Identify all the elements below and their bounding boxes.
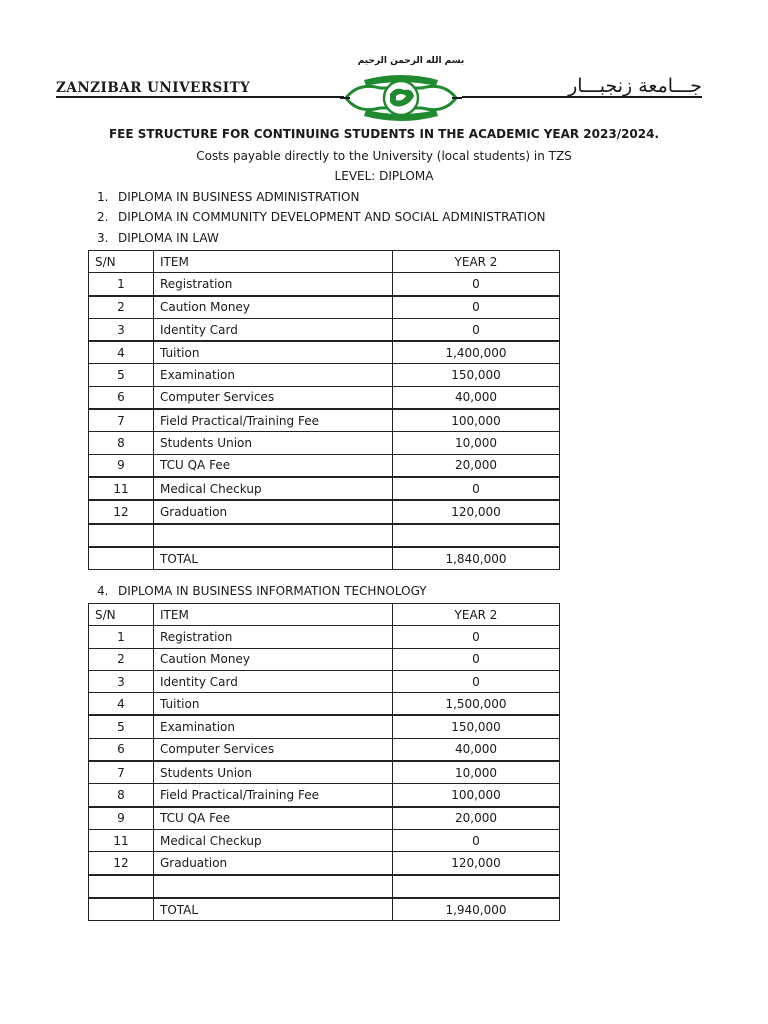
row-item: Computer Services [154,738,393,761]
table-row [89,829,560,851]
row-item: Medical Checkup [154,829,393,851]
table-row [89,432,560,454]
university-name-ar: جـــامعة زنجبـــار [568,75,702,97]
row-item: Identity Card [154,318,393,341]
row-item: Registration [154,626,393,648]
table-row [89,318,560,341]
programme-item [97,231,219,245]
row-value: 150,000 [393,715,560,738]
row-value: 0 [393,477,560,500]
empty-cell [89,875,154,898]
row-sn: 7 [89,761,154,784]
empty-cell [154,524,393,547]
row-sn: 3 [89,318,154,341]
empty-cell [89,524,154,547]
programme-number: 3. [97,231,109,245]
row-item: Examination [154,715,393,738]
row-sn: 1 [89,273,154,296]
row-sn: 6 [89,738,154,761]
header-item: ITEM [154,251,393,273]
total-value: 1,940,000 [393,898,560,921]
row-item: Tuition [154,693,393,716]
row-value: 0 [393,626,560,648]
row-value: 0 [393,648,560,670]
table-header-row [89,604,560,626]
document-subtitle: Costs payable directly to the University (local students) in TZS [196,149,572,163]
row-item: Graduation [154,500,393,523]
programme-number: 4. [97,584,109,598]
row-value: 0 [393,829,560,851]
header-sn: S/N [89,604,154,626]
programme-item [97,584,427,598]
empty-cell [89,547,154,570]
table-row-empty [89,875,560,898]
university-name-en: ZANZIBAR UNIVERSITY [56,80,251,96]
row-item: Students Union [154,432,393,454]
row-value: 120,000 [393,852,560,875]
row-value: 150,000 [393,364,560,386]
fee-table-2 [88,603,560,921]
row-value: 0 [393,318,560,341]
row-value: 100,000 [393,784,560,807]
row-item: TCU QA Fee [154,454,393,477]
table-row-empty [89,524,560,547]
programme-item [97,190,359,204]
header-year: YEAR 2 [393,251,560,273]
table-total-row [89,898,560,921]
row-item: Graduation [154,852,393,875]
row-sn: 2 [89,296,154,319]
row-sn: 4 [89,693,154,716]
table-row [89,386,560,409]
row-item: Caution Money [154,648,393,670]
row-sn: 11 [89,829,154,851]
fee-table-1 [88,250,560,570]
row-value: 20,000 [393,454,560,477]
row-sn: 11 [89,477,154,500]
university-logo-icon [340,72,462,124]
row-item: Computer Services [154,386,393,409]
row-sn: 8 [89,784,154,807]
row-item: Caution Money [154,296,393,319]
row-sn: 5 [89,364,154,386]
programme-name: DIPLOMA IN BUSINESS INFORMATION TECHNOLOGY [118,584,427,598]
row-value: 100,000 [393,409,560,432]
table-row [89,273,560,296]
row-sn: 6 [89,386,154,409]
row-value: 1,400,000 [393,341,560,364]
row-item: Registration [154,273,393,296]
programme-name: DIPLOMA IN LAW [118,231,219,245]
table-row [89,761,560,784]
empty-cell [393,524,560,547]
table-row [89,807,560,830]
row-value: 0 [393,670,560,692]
table-row [89,626,560,648]
row-item: Tuition [154,341,393,364]
row-sn: 5 [89,715,154,738]
total-label: TOTAL [154,547,393,570]
programme-number: 1. [97,190,109,204]
row-sn: 1 [89,626,154,648]
table-row [89,500,560,523]
table-row [89,341,560,364]
programme-item [97,210,546,224]
table-row [89,715,560,738]
table-total-row [89,547,560,570]
row-item: Students Union [154,761,393,784]
row-item: Medical Checkup [154,477,393,500]
empty-cell [154,875,393,898]
row-item: Field Practical/Training Fee [154,784,393,807]
total-value: 1,840,000 [393,547,560,570]
total-label: TOTAL [154,898,393,921]
row-value: 10,000 [393,432,560,454]
header-item: ITEM [154,604,393,626]
empty-cell [393,875,560,898]
programme-name: DIPLOMA IN COMMUNITY DEVELOPMENT AND SOCIAL ADMINISTRATION [118,210,546,224]
row-value: 40,000 [393,738,560,761]
header-sn: S/N [89,251,154,273]
row-sn: 12 [89,852,154,875]
row-sn: 2 [89,648,154,670]
table-row [89,648,560,670]
row-sn: 9 [89,454,154,477]
table-header-row [89,251,560,273]
table-row [89,670,560,692]
row-value: 0 [393,273,560,296]
row-sn: 3 [89,670,154,692]
header-year: YEAR 2 [393,604,560,626]
table-row [89,364,560,386]
header-rule [56,96,344,98]
table-row [89,477,560,500]
row-value: 40,000 [393,386,560,409]
row-value: 120,000 [393,500,560,523]
table-row [89,296,560,319]
letterhead [0,50,768,125]
row-value: 20,000 [393,807,560,830]
row-sn: 7 [89,409,154,432]
row-value: 10,000 [393,761,560,784]
crest-motto: بسم الله الرحمن الرحيم [357,56,465,66]
table-row [89,852,560,875]
row-sn: 9 [89,807,154,830]
programme-number: 2. [97,210,109,224]
level-label: LEVEL: DIPLOMA [334,169,434,183]
row-item: Identity Card [154,670,393,692]
row-value: 0 [393,296,560,319]
row-item: Field Practical/Training Fee [154,409,393,432]
table-row [89,784,560,807]
table-row [89,409,560,432]
programme-name: DIPLOMA IN BUSINESS ADMINISTRATION [118,190,360,204]
row-sn: 4 [89,341,154,364]
row-sn: 12 [89,500,154,523]
table-row [89,454,560,477]
table-row [89,738,560,761]
empty-cell [89,898,154,921]
row-item: Examination [154,364,393,386]
row-item: TCU QA Fee [154,807,393,830]
document-title: FEE STRUCTURE FOR CONTINUING STUDENTS IN THE ACADEMIC YEAR 2023/2024. [108,127,660,141]
table-row [89,693,560,716]
row-value: 1,500,000 [393,693,560,716]
row-sn: 8 [89,432,154,454]
